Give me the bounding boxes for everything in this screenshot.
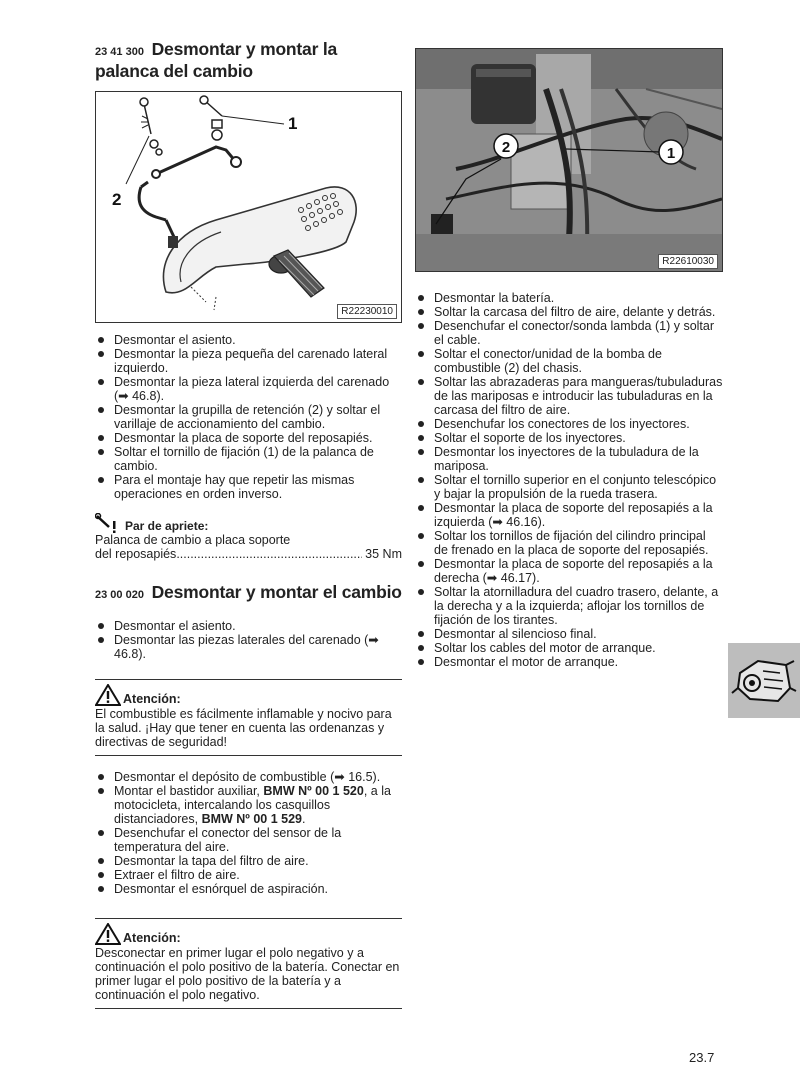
list-item: Desenchufar el conector del sensor de la temperatura del aire. (95, 826, 402, 854)
list-item: Desmontar los inyectores de la tubuladura de la mariposa. (415, 445, 723, 473)
right-column (415, 48, 723, 669)
section2-steps-a (95, 619, 402, 661)
torque-heading (95, 513, 402, 533)
tool-number-2: BMW Nº 00 1 529 (201, 812, 302, 826)
list-item: Soltar los tornillos de fijación del cilindro principal de frenado en la placa de soporte del reposapiés. (415, 529, 723, 557)
warning2-label: Atención: (123, 931, 181, 945)
section1-code: 23 41 300 (95, 46, 144, 58)
section2-title: Desmontar y montar el cambio (151, 582, 402, 602)
wrench-icon (95, 513, 121, 533)
list-item (95, 784, 402, 826)
photo-callout-1: 1 (666, 145, 676, 162)
list-item: Desmontar el asiento. (95, 619, 402, 633)
section1-heading (95, 40, 402, 81)
list-item: Desmontar el motor de arranque. (415, 655, 723, 669)
list-item: Desmontar la placa de soporte del reposapiés. (95, 431, 402, 445)
list-item: Para el montaje hay que repetir las mismas operaciones en orden inverso. (95, 473, 402, 501)
warning1-text: El combustible es fácilmente inflamable y nocivo para la salud. ¡Hay que tener en cuenta las ordenanzas y directivas de seguridad! (95, 707, 392, 749)
warning-icon (95, 684, 121, 706)
warning1-title (95, 684, 402, 706)
photo-reference: R22610030 (658, 254, 718, 269)
tool-number-1: BMW Nº 00 1 520 (263, 784, 364, 798)
engine-photo-drawing (416, 49, 722, 271)
photo-callout-2: 2 (501, 139, 511, 156)
divider (95, 679, 402, 680)
section2-heading (95, 583, 402, 605)
section1-title-line2: palanca del cambio (95, 61, 253, 81)
list-item: Soltar el tornillo superior en el conjunto telescópico y bajar la propulsión de la rueda trasera. (415, 473, 723, 501)
divider (95, 755, 402, 756)
section1-steps (95, 333, 402, 501)
warning2-text: Desconectar en primer lugar el polo negativo y a continuación el polo positivo de la batería. Conectar en primer lugar el polo positivo de la batería y a continuación el polo negativo. (95, 946, 400, 1002)
warning2-title (95, 923, 402, 945)
engine-photo (415, 48, 723, 272)
torque-line1: Palanca de cambio a placa soporte (95, 533, 291, 547)
chapter-thumb-tab (728, 643, 800, 718)
list-item: Soltar las abrazaderas para mangueras/tubuladuras de las mariposas e introducir las tubuladuras en la carcasa del filtro de aire. (415, 375, 723, 417)
right-steps (415, 291, 723, 669)
list-item: Soltar la atornilladura del cuadro trasero, delante, a la derecha y a la izquierda; aflojar los tornillos de fijación de los tirantes. (415, 585, 723, 627)
fig1-callout-2: 2 (112, 190, 122, 209)
divider (95, 1008, 402, 1009)
list-item: Desmontar al silenciosо final. (415, 627, 723, 641)
leader-dots (176, 547, 362, 561)
list-item: Desmontar la grupilla de retención (2) y soltar el varillaje de accionamiento del cambio. (95, 403, 402, 431)
shift-lever-figure (95, 91, 402, 323)
shift-lever-drawing (96, 92, 401, 322)
list-item: Extraer el filtro de aire. (95, 868, 402, 882)
section1-title-line1: Desmontar y montar la (151, 39, 338, 59)
divider (95, 918, 402, 919)
left-column (95, 40, 402, 1009)
list-item: Desmontar el esnórquel de aspiración. (95, 882, 402, 896)
list-item: Desmontar la batería. (415, 291, 723, 305)
torque-label: del reposapiés (95, 547, 177, 561)
list-item: Desmontar la pieza lateral izquierda del carenado (➡ 46.8). (95, 375, 402, 403)
page-number: 23.7 (689, 1050, 715, 1065)
list-item: Soltar el soporte de los inyectores. (415, 431, 723, 445)
list-item: Desmontar el depósito de combustible (➡ 16.5). (95, 770, 402, 784)
list-item: Desmontar las piezas laterales del carenado (➡ 46.8). (95, 633, 402, 661)
section2-steps-b (95, 770, 402, 896)
list-item: Soltar los cables del motor de arranque. (415, 641, 723, 655)
list-item: Soltar el tornillo de fijación (1) de la palanca de cambio. (95, 445, 402, 473)
torque-line2 (95, 547, 402, 561)
list-item: Soltar el conector/unidad de la bomba de combustible (2) del chasis. (415, 347, 723, 375)
torque-heading-label: Par de apriete: (125, 519, 209, 533)
list-item: Desenchufar el conector/sonda lambda (1) y soltar el cable. (415, 319, 723, 347)
list-item: Desmontar la pieza pequeña del carenado lateral izquierdo. (95, 347, 402, 375)
list-item: Desmontar la tapa del filtro de aire. (95, 854, 402, 868)
fig1-callout-1: 1 (288, 114, 298, 133)
warning1-label: Atención: (123, 692, 181, 706)
list-item: Soltar la carcasa del filtro de aire, delante y detrás. (415, 305, 723, 319)
list-item: Desmontar la placa de soporte del reposapiés a la izquierda (➡ 46.16). (415, 501, 723, 529)
list-item: Desenchufar los conectores de los inyectores. (415, 417, 723, 431)
text-span: , a la motocicleta, intercalando los casquillos distanciadores, (114, 784, 391, 826)
text-span: Montar el bastidor auxiliar, (114, 784, 264, 798)
text-span: . (302, 812, 306, 826)
torque-value: 35 Nm (365, 547, 402, 561)
gearbox-icon (728, 643, 800, 718)
list-item: Desmontar el asiento. (95, 333, 402, 347)
figure-reference: R22230010 (337, 304, 397, 319)
section2-code: 23 00 020 (95, 589, 144, 601)
warning-icon (95, 923, 121, 945)
list-item: Desmontar la placa de soporte del reposapiés a la derecha (➡ 46.17). (415, 557, 723, 585)
